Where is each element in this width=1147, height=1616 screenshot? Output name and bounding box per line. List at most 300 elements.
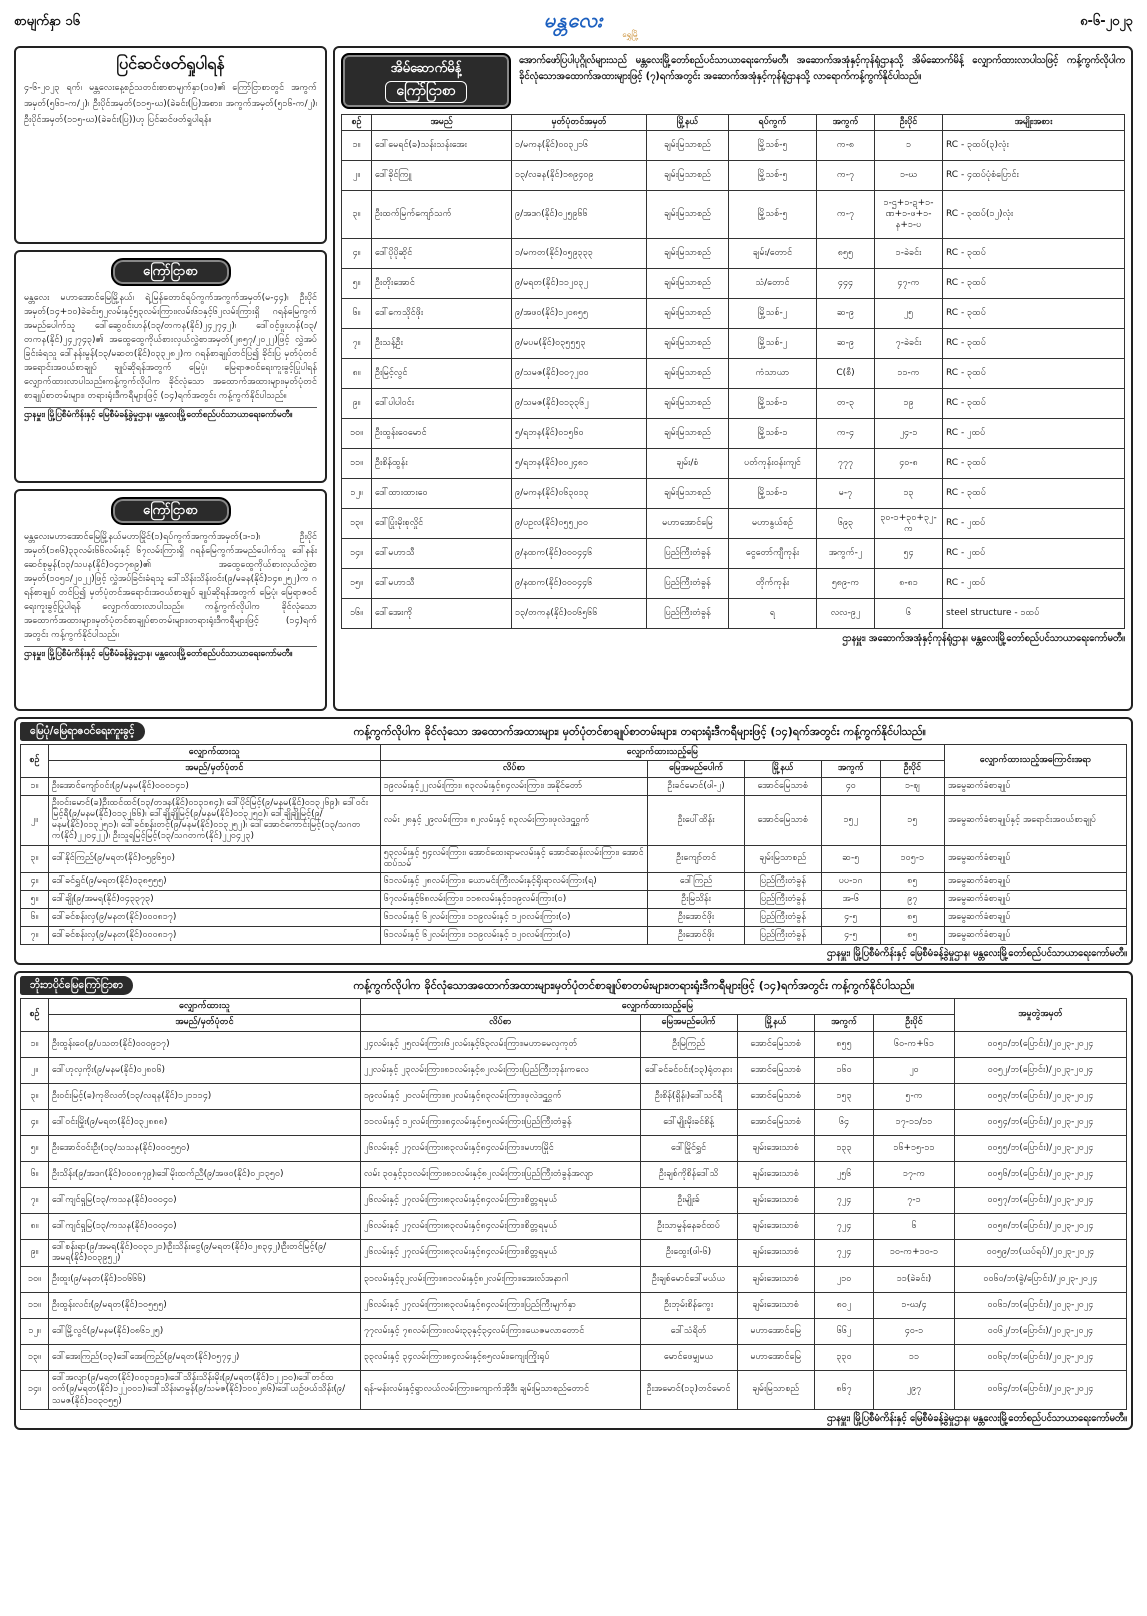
table-cell: RC - ၂ထပ် [943, 539, 1125, 569]
ancestral-land-footer: ဌာနမှူး၊ မြို့ပြစီမံကိန်းနှင့် မြေစီမံခန့်ခွဲမှုဌာန၊ မန္တလေးမြို့တော်စည်ပင်သာယာရေးကော်မတီ။ [826, 1412, 1127, 1424]
table-cell: ဦးထွန်းဝေ(၉/ပသတ(နိုင်)၀၀၀၉၁၇) [48, 1031, 360, 1057]
table-cell: ၂။ [342, 161, 372, 191]
column-header: အမည် [372, 115, 512, 131]
table-cell: ဦးမျိုးခ် [640, 1187, 737, 1213]
top-section [14, 46, 1133, 711]
table-cell: RC - ၂ထပ် [943, 419, 1125, 449]
table-cell: ၄။ [21, 1109, 49, 1135]
table-cell: ၁၀-က+၁၀-၁ [874, 1239, 955, 1267]
table-cell: အမွေဆက်ခံစာချုပ် [944, 873, 1126, 891]
table-cell: ၀၀၅၁/ဘ(ပြောင်း)/၂၀၂၃-၂၀၂၄ [954, 1031, 1126, 1057]
table-row [342, 131, 1125, 161]
map-permit-table [20, 744, 1127, 945]
table-cell: ၇။ [342, 329, 372, 359]
column-header: အမှုတွဲအမှတ် [954, 999, 1126, 1032]
table-row [21, 1187, 1127, 1213]
table-cell: က-၄ [817, 419, 875, 449]
table-cell: ချမ်းမြသာစည် [647, 359, 729, 389]
ancestral-land-rows [21, 1031, 1127, 1409]
notice-1-body: မန္တလေး မဟာအောင်မြေမြို့နယ်၊ ရဲ့မြန်တောင်ရပ်ကွက်အကွက်အမှတ်(မ-၄၄)၊ ဦးပိုင်အမှတ်(၁၄+၁၀)ခဲခင်း၅၂လမ်းနှင့်၅၃လမ်းကြား၊လမ်း၆၁နှင့်၆၂လမ်းကြားရှိ ဂရန်မြေကွက်အမည်ပေါက်သူ ဒေါ်ဆွေဝင်းဟန်(၁၃/တကန(နိုင်)၂၄၂၇၄၂)၊ ဒေါ်ဝင့်ဖူးဟန်(၁၃/တကန(နိုင်)၂၄၂၇၄၃)၏ အထွေထွေကိုယ်စားလှယ်လွှဲစာအမှတ်(၂၈၅၇/၂၀၂၂)ဖြင့် လွှဲအပ်ခြင်းခံရသူ ဒေါ်နန်းမွန်(၁၃/မဆတ(နိုင်)၀၃၃၂၈၂)က ဂရန်စာချုပ်တင်ပြ၍ ခိုင်းပြ မှတ်ပုံတင်အရောင်းအဝယ်စာချုပ် ချုပ်ဆိုရန်အတွက် မြေပုံ၊ မြေရာဇဝင်ရေးကူးခွင့်ပြုပါရန် လျှောက်ထားလာပါသည်။ကန့်ကွက်လိုပါက ခိုင်လုံသော အထောက်အထားများ၊မှတ်ပုံတင်စာချုပ်စာတမ်းများ၊ တရားရုံးဒီကရီများဖြင့် (၁၄)ရက်အတွင်း ကန့်ကွက်နိုင်ပါသည်။ [24, 293, 317, 401]
table-row [21, 1345, 1127, 1371]
table-cell: ဦးအောင်ဝင်းဦး(၁၃/သသန(နိုင်)၀၀၀၅၅၀) [48, 1135, 360, 1161]
table-cell: ချမ်းအေးသာစံ [737, 1267, 814, 1293]
building-permit-box [333, 46, 1133, 711]
table-cell: ၉/သမဇ(နိုင်)၀၁၃၃၆၂ [512, 389, 647, 419]
table-cell: အောင်မြေသာစံ [737, 1109, 814, 1135]
table-cell: ၂၆လမ်းနှင့် ၂၇လမ်းကြား၊၈၃လမ်းနှင့်၈၄လမ်းကြား၊စိတ္တရမုယ် [360, 1213, 640, 1239]
table-cell: တ-၃ [817, 389, 875, 419]
table-cell: ဒေါ်ကျင်ရှုမြ(၁၃/ကသန(နိုင်)၀၀၀၄၀) [48, 1213, 360, 1239]
column-header: အမည်/မှတ်ပုံတင် [48, 761, 380, 777]
column-header: မြေအမည်ပေါက် [640, 1015, 737, 1031]
table-cell: ၄၄၄ [817, 269, 875, 299]
table-cell: ၈၅ [880, 927, 944, 945]
table-cell: RC - ၂ထပ် [943, 569, 1125, 599]
table-cell: RC - ၃ထပ် [943, 359, 1125, 389]
ancestral-land-group-row [21, 999, 1127, 1015]
table-cell: ၆၁လမ်းနှင့် ၆၂လမ်းကြား၊ ၁၁၉လမ်းနှင့် ၁၂၀လမ်းကြား(ဝ) [380, 927, 648, 945]
table-cell: ၁၁ [874, 1345, 955, 1371]
table-cell: ချမ်းအေးသာစံ [737, 1135, 814, 1161]
table-cell: လလ-၉၂ [817, 599, 875, 629]
table-cell: ချမ်းမြသာစည် [737, 1371, 814, 1410]
table-cell: မဟာနွယ်စဉ် [729, 509, 817, 539]
table-row [21, 1267, 1127, 1293]
table-cell: မဟာအောင်မြေ [737, 1345, 814, 1371]
table-cell: ဦးချစ်မောင်ဒေါ်မယ်ယ [640, 1267, 737, 1293]
table-cell: ၈၅၅ [817, 239, 875, 269]
page-number: စာမျက်နှာ ၁၆ [14, 14, 81, 29]
table-cell: C(စီ) [817, 359, 875, 389]
table-cell: ၁၁။ [342, 449, 372, 479]
table-cell: ဒေါ်ခင်ခင်ဝင်း(၁၃)ရုံတနား [640, 1057, 737, 1083]
table-row [21, 1135, 1127, 1161]
table-cell: ချမ်းအေးသာစံ [737, 1187, 814, 1213]
table-row [342, 449, 1125, 479]
table-cell: ၆၀-က+၆၁ [874, 1031, 955, 1057]
table-cell: မဟာအောင်မြေ [647, 509, 729, 539]
table-cell: ၃၁လမ်းနှင့်၃၂လမ်းကြား၊၈၁လမ်းနှင့်၈၂လမ်းကြား၊အေးလ်အနာဂါ [360, 1267, 640, 1293]
table-cell: ၉/အဒဂ(နိုင်)၀၂၅၉၆၆ [512, 191, 647, 239]
table-cell: ဒေါ်ခိုင်ကြူ [372, 161, 512, 191]
table-cell: အောင်မြေသာစံ [744, 795, 821, 845]
table-cell: ၃။ [342, 191, 372, 239]
table-cell: ၅၄ [875, 539, 943, 569]
table-cell: မ-၇ [817, 479, 875, 509]
table-cell: ၇၂၄ [814, 1213, 873, 1239]
table-cell: ပပ-၁ဂ [821, 873, 880, 891]
table-row [21, 845, 1127, 873]
table-cell: ပြည်ကြီးတံခွန် [744, 909, 821, 927]
table-cell: ဦးသာမွန်နေခင်ထပ် [640, 1213, 737, 1239]
table-cell: ၃၃၀ [814, 1345, 873, 1371]
table-cell: ဦးမြသိန်း [648, 891, 744, 909]
table-cell: သံ/တောင် [729, 269, 817, 299]
table-cell: ၁၅၃ [814, 1083, 873, 1109]
table-cell: ၀၀၆၂/ဘ(ပြောင်း)/၂၀၂၃-၂၀၂၄ [954, 1319, 1126, 1345]
table-cell: အောင်မြေသာစံ [737, 1083, 814, 1109]
building-permit-header [341, 53, 1125, 109]
table-cell: RC - ၃ထပ် [943, 449, 1125, 479]
table-row [21, 1031, 1127, 1057]
table-cell: ၁၃/တကန(နိုင်)၀၀၆၅၆၆ [512, 599, 647, 629]
table-cell: ၃၃လမ်းနှင့် ၃၄လမ်းကြား၊၈၄လမ်းနှင့်၈၅လမ်း၊ကျေးကြိုးရုပ် [360, 1345, 640, 1371]
table-cell: ၂၆လမ်းနှင့် ၂၇လမ်းကြား၊၈၃လမ်းနှင့်၈၄လမ်းကြား၊မဟာမြိုင် [360, 1135, 640, 1161]
table-cell: ဦးမြင့်လွင် [372, 359, 512, 389]
table-cell: ၆။ [342, 299, 372, 329]
table-cell: လမ်း ၃၀နှင့်၃၁လမ်းကြား၊၈၁လမ်းနှင့်၈၂လမ်းကြား၊ပြည်ကြီးတံခွန်အလျာ [360, 1161, 640, 1187]
table-cell: တိုက်ကုန်း [729, 569, 817, 599]
column-group-header: လျှောက်ထားသည့်မြေ [360, 999, 954, 1015]
map-permit-group-row [21, 745, 1127, 761]
table-cell: ၂၉၇ [874, 1371, 955, 1410]
table-cell: က-၇ [817, 191, 875, 239]
table-row [21, 795, 1127, 845]
table-cell: ၉။ [342, 389, 372, 419]
table-cell: အမွေဆက်ခံစာချုပ် [944, 891, 1126, 909]
table-cell: ၉/မကန(နိုင်)၀၆၃၀၁၃ [512, 479, 647, 509]
table-cell: ဒေါ်ဟုလှကိုး(၉/မနမ(နိုင်)၀၂၈၀၆) [48, 1057, 360, 1083]
notice-2-body: မန္တလေးမဟာအောင်မြေမြို့နယ်မဟာမြိုင်(၁)ရပ်ကွက်အကွက်အမှတ်(ဒ-၁)၊ ဦးပိုင်အမှတ်(၁၈၆)၃၃လမ်း၆၆လမ်းနှင့် ၆၇လမ်းကြားရှိ ဂရန်မြေကွက်အမည်ပေါက်သူ ဒေါ်နန်းဆေင်စုမွန်(၁၃/သပန(နိုင်)၀၄၁၇၈၉)၏ အထွေထွေကိုယ်စားလှယ်လွှဲစာအမှတ်(၁၀၅၁/၂၀၂၂)ဖြင့် လွှဲအပ်ခြင်းခံရသူ ဒေါ်သိန်းသိန်းဝင်း(၉/မခန(နိုင်)၁၄၈၂၅၂)က ဂရန်စာချုပ် တင်ပြ၍ မှတ်ပုံတင်အရောင်းအဝယ်စာချုပ် ချုပ်ဆိုရန်အတွက် မြေပုံ၊ မြေရာဇဝင်ရေးကူးခွင့်ပြုပါရန် လျှောက်ထားလာပါသည်။ ကန့်ကွက်လိုပါက ခိုင်လုံသော အထောက်အထားများ၊မှတ်ပုံတင်စာချုပ်စာတမ်းများ၊တရားရုံးဒီကရီများဖြင့် (၁၄)ရက်အတွင်း ကန့်ကွက်နိုင်ပါသည်။ [24, 532, 317, 640]
correction-box [14, 46, 327, 244]
table-row [342, 329, 1125, 359]
table-cell: ၁-ဃ/၄ [874, 1293, 955, 1319]
notice-2-footer: ဌာနမှူး၊ မြို့ပြစီမံကိန်းနှင့် မြေစီမံခန့်ခွဲမှုဌာန၊ မန္တလေးမြို့တော်စည်ပင်သာယာရေးကော်မတီ။ [24, 646, 317, 660]
table-cell: ဒေါ်စန်းရာ(၉/အမရ(နိုင်)၀၀၃၁၂၁)၊ဦးသိန်းငွေ(၉/မရတ(နိုင်)၀၂၈၃၄၂)၊ဦးတင်မြင့်(၉/အမရ(နိုင်)၀၀၃၉၅၂) [48, 1239, 360, 1267]
table-cell: ၇၇လမ်းနှင့် ၇၈လမ်းကြား၊လမ်း၃၃နှင့်၃၄လမ်းကြား၊ယေဇမလာတောင် [360, 1319, 640, 1345]
column-header: လိပ်စာ [380, 761, 648, 777]
notice-1-title: ကြော်ငြာစာ [111, 258, 231, 286]
table-cell: ပတ်ကုန်းဝန်းကျင် [729, 449, 817, 479]
table-cell: ၂၆လမ်းနှင့် ၂၇လမ်းကြား၊၈၃လမ်းနှင့်၈၄လမ်းကြား၊ပြည်ကြီးမျက်နှာ [360, 1293, 640, 1319]
table-cell: ၈။ [21, 1213, 49, 1239]
table-cell: ၉/မပမ(နိုင်)၀၃၅၅၅၃ [512, 329, 647, 359]
table-cell: ဒေါ်အေးကြည်(၁၃)ဒေါ်အေးကြည်(၉/မရတ(နိုင်)၀၅၇၄၂) [48, 1345, 360, 1371]
table-cell: ၁၅။ [342, 569, 372, 599]
table-cell: ၁၇-က [874, 1161, 955, 1187]
table-cell: ၁၅ [880, 795, 944, 845]
table-cell: ဦးခင်မောင်(ဖါ-၂) [648, 777, 744, 795]
table-cell: ၁၀။ [21, 1267, 49, 1293]
table-cell: ၁၅၂ [821, 795, 880, 845]
notice-box-1 [14, 250, 327, 483]
table-cell: ၀၀၅၇/ဘ(ပြောင်း)/၂၀၂၃-၂၀၂၄ [954, 1187, 1126, 1213]
table-cell: ချမ်းမြသာစည် [647, 191, 729, 239]
table-cell: ၇-၁ [874, 1187, 955, 1213]
table-cell: ဒေါ်အေးကို [372, 599, 512, 629]
table-cell: ဆ-၉ [817, 329, 875, 359]
table-cell: ၆၉၃ [817, 509, 875, 539]
building-permit-footer: ဌာနမှူး၊ အဆောက်အအုံနှင့်ကုန်ရုံဌာန၊ မန္တလေးမြို့တော်စည်ပင်သာယာရေးကော်မတီ။ [842, 633, 1125, 645]
table-cell: ၁၂။ [21, 1319, 49, 1345]
newspaper-logo [509, 8, 639, 42]
table-cell: ဒေါ်မေရင်(ခ)သန်းသန်းအေး [372, 131, 512, 161]
column-header: လျှောက်ထားသည့်အကြောင်းအရာ [944, 745, 1126, 778]
table-cell: ဒေါ်ထားထားဝေ [372, 479, 512, 509]
table-cell: RC - ၃ထပ်(၁၂)လုံး [943, 191, 1125, 239]
column-header: အကွက် [821, 761, 880, 777]
table-cell: ချမ်း/စံ [647, 449, 729, 479]
table-cell: ၁-ဈ [880, 777, 944, 795]
table-cell: ချမ်းမြသာစည် [744, 845, 821, 873]
table-cell: ၅။ [21, 891, 49, 909]
table-cell: ဒေါ်ခင်ရွှင်(၉/မရတ(နိုင်)၀၃၈၅၅၅) [48, 873, 380, 891]
table-row [21, 891, 1127, 909]
table-cell: ဦးထွန်းဝေမောင် [372, 419, 512, 449]
table-cell: ၉၇ [880, 891, 944, 909]
table-cell: ၅/ရဘန(နိုင်)၀၁၅၆၀ [512, 419, 647, 449]
table-cell: မြို့သစ်-၁ [729, 389, 817, 419]
table-cell: ၂၁၀ [814, 1267, 873, 1293]
table-cell: ၆။ [21, 909, 49, 927]
table-cell: ၈၀၂ [814, 1293, 873, 1319]
table-cell: အောင်မြေသာစံ [737, 1031, 814, 1057]
table-cell: မြို့သစ်-၂ [729, 299, 817, 329]
table-cell: ၂၆လမ်းနှင့် ၂၇လမ်းကြား၊၈၃လမ်းနှင့်၈၄လမ်းကြား၊စိတ္တရမုယ် [360, 1187, 640, 1213]
table-cell: ဒေါ်နိုင်ကြည်(၉/မရတ(နိုင်)၀၅၉၆၅၀) [48, 845, 380, 873]
table-cell: RC - ၃ထပ် [943, 299, 1125, 329]
table-cell: ၀၀၆၃/ဘ(ပြောင်း)/၂၀၂၃-၂၀၂၄ [954, 1345, 1126, 1371]
column-header: ရပ်ကွက် [729, 115, 817, 131]
table-cell: ၂၀ [874, 1057, 955, 1083]
table-cell: ၁၀၅-၁ [880, 845, 944, 873]
table-cell: steel structure - ၁ထပ် [943, 599, 1125, 629]
table-cell: အောင်မြေသာစံ [737, 1057, 814, 1083]
table-cell: ၂၄-၁ [875, 419, 943, 449]
table-cell: ၀၀၆၄/ဘ(ပြောင်း)/၂၀၂၃-၂၀၂၄ [954, 1371, 1126, 1410]
column-header: မြို့နယ် [647, 115, 729, 131]
table-cell: ဒေါ်ခင်စန်းလှ(၉/မနတ(နိုင်)၀၀၀၈၁၇) [48, 927, 380, 945]
table-cell: ၁၉လမ်းနှင့်၂၂လမ်းကြား၊ ၈၃လမ်းနှင့်၈၄လမ်းကြား၊ အနိုင်တော် [380, 777, 648, 795]
table-cell: ၅။ [342, 269, 372, 299]
building-permit-title [341, 53, 511, 109]
table-cell: ၄။ [21, 873, 49, 891]
map-permit-section [14, 717, 1133, 965]
table-cell: RC - ၃ထပ် [943, 239, 1125, 269]
table-cell: RC - ၃ထပ် [943, 329, 1125, 359]
table-cell: ၀၀၅၂/ဘ(ပြောင်း)/၂၀၂၃-၂၀၂၄ [954, 1057, 1126, 1083]
table-cell: ကံသာယာ [729, 359, 817, 389]
table-cell: ၁၁။ [21, 1293, 49, 1319]
table-row [342, 161, 1125, 191]
correction-title: ပြင်ဆင်ဖတ်ရှုပါရန် [116, 54, 225, 73]
map-permit-note: ကန့်ကွက်လိုပါက ခိုင်လုံသော အထောက်အထားများ၊ မှတ်ပုံတင်စာချုပ်စာတမ်းများ၊ တရားရုံးဒီကရီများဖြင့် (၁၄)ရက်အတွင်း ကန့်ကွက်နိုင်ပါသည်။ [353, 724, 926, 738]
table-cell: ဒေါ်ပါပါဝင်း [372, 389, 512, 419]
table-cell: ၉/သမဇ(နိုင်)၀၀၇၂၀၀ [512, 359, 647, 389]
table-cell: မြို့သစ်-၁ [729, 419, 817, 449]
table-cell: လမ်း ၂၈နှင့် ၂၉လမ်းကြား၊ ၈၂လမ်းနှင့် ၈၃လမ်းကြား၊ဖုလဲဒဌ္ဌဝက် [380, 795, 648, 845]
table-cell: ၁၉လမ်းနှင့် ၂၀လမ်းကြား၊၈၂လမ်းနှင့်၈၃လမ်းကြား၊ဖုလဲဒဌ္ဌဝက် [360, 1083, 640, 1109]
table-cell: ၁၃ [875, 479, 943, 509]
table-cell: ၆ [874, 1213, 955, 1239]
table-cell: ဒေါ်မြိုင်ရွှင် [640, 1135, 737, 1161]
column-header: အကွက် [814, 1015, 873, 1031]
table-cell: ဦးပေါ်ထိန်း [648, 795, 744, 845]
issue-date: ၈-၆-၂၀၂၃ [1080, 14, 1133, 29]
table-cell: RC - ၃ထပ်(၃)လုံး [943, 131, 1125, 161]
map-permit-footer: ဌာနမှူး၊ မြို့ပြစီမံကိန်းနှင့် မြေစီမံခန့်ခွဲမှုဌာန၊ မန္တလေးမြို့တော်စည်ပင်သာယာရေးကော်မတီ။ [826, 948, 1127, 960]
table-row [342, 299, 1125, 329]
table-cell: ဦးထူး(၉/မနတ(နိုင်)၁၀၆၆၆) [48, 1267, 360, 1293]
table-cell: ၁၄။ [21, 1371, 49, 1410]
table-row [342, 539, 1125, 569]
correction-body: ၄-၆-၂၀၂၃ ရက်၊ မန္တလေးနေ့စဉ်သတင်းစာစာမျက်နှာ(၁၀)၏ ကြော်ငြာစာတွင် အကွက်အမှတ်(၅၆၁-က/၂)၊ ဦးပိုင်အမှတ်(၁၁၅-ဃ)(ခဲခင်း(ပြ)အစား၊ အကွက်အမှတ်(၅၁၆-က/၂)၊ ဦးပိုင်အမှတ်(၁၁၅-ဃ)(ခဲခင်း(ပြ))ဟု ပြင်ဆင်ဖတ်ရှုပါရန်။ [24, 83, 317, 126]
table-row [342, 479, 1125, 509]
table-cell: ဒေါ်ကြည် [648, 873, 744, 891]
column-header: မြို့နယ် [737, 1015, 814, 1031]
table-cell: ဦးအောင်ဖိုး [648, 927, 744, 945]
table-cell: မြို့သစ်-၁ [729, 479, 817, 509]
table-cell: ပြည်ကြီးတံခွန် [647, 569, 729, 599]
table-cell: ၆၄ [814, 1109, 873, 1135]
table-cell: ၀၀၅၈/ဘ(ပြောင်း)/၂၀၂၃-၂၀၂၄ [954, 1213, 1126, 1239]
table-cell: ၁၃။ [342, 509, 372, 539]
notice-box-2 [14, 489, 327, 711]
table-row [21, 1239, 1127, 1267]
table-cell: ဒေါ်သံရိတ် [640, 1319, 737, 1345]
table-cell: ၁၆+၁၅-၁၁ [874, 1135, 955, 1161]
table-cell: ၁-ဃ [875, 161, 943, 191]
masthead [14, 6, 1133, 46]
table-cell: ၄။ [342, 239, 372, 269]
column-header: မြို့နယ် [744, 761, 821, 777]
table-cell: ၁။ [21, 777, 49, 795]
column-header: အမည်/မှတ်ပုံတင် [48, 1015, 360, 1031]
column-header: အမျိုးအစား [943, 115, 1125, 131]
table-cell: ၂၂လမ်းနှင့် ၂၃လမ်းကြား၊၈၁လမ်းနှင့်၈၂လမ်းကြား၊ပြည်ကြီးဘုန်းကလေ [360, 1057, 640, 1083]
table-cell: ၆ [875, 599, 943, 629]
table-cell: ၆၁လမ်းနှင့် ၆၂လမ်းကြား၊ ၁၁၉လမ်းနှင့် ၁၂၀လမ်းကြား(ဝ) [380, 909, 648, 927]
table-row [21, 1371, 1127, 1410]
table-cell: ချမ်းအေးသာစံ [737, 1293, 814, 1319]
table-cell: ချမ်းအေးသာစံ [737, 1239, 814, 1267]
map-permit-rows [21, 777, 1127, 945]
table-cell: ၇၂၄ [814, 1239, 873, 1267]
table-cell: ၀၀၅၅/ဘ(ပြောင်း)/၂၀၂၃-၂၀၂၄ [954, 1135, 1126, 1161]
table-cell: ၉/ပဥလ(နိုင်)၀၅၅၂၀၀ [512, 509, 647, 539]
table-cell: ရ [729, 599, 817, 629]
table-cell: ၅။ [21, 1135, 49, 1161]
table-cell: ၇။ [21, 1187, 49, 1213]
table-cell: ၆၁လမ်းနှင့် ၂၈လမ်းကြား၊ ယောမင်းကြီးလမ်းနှင့်ရိုးရာလမ်းကြား(ရ) [380, 873, 648, 891]
table-cell: ဦးစိန်ထွန်း [372, 449, 512, 479]
table-row [342, 191, 1125, 239]
table-cell: ၆၆၂ [814, 1319, 873, 1345]
table-cell: ဆ-၅ [821, 845, 880, 873]
table-cell: ၉/နထက(နိုင်)၀၀၀၄၄၆ [512, 539, 647, 569]
table-cell: ဦးဘုမ်းစိန်ကွေး [640, 1293, 737, 1319]
table-cell: အ-၆ [821, 891, 880, 909]
table-cell: ဦးမြကြည် [640, 1031, 737, 1057]
table-cell: ၉/မရတ(နိုင်)၁၁၂၀၃၂ [512, 269, 647, 299]
table-cell: ဒေါ်ပြုံးမိုးစုလှိုင် [372, 509, 512, 539]
table-cell: ချမ်းအေးသာစံ [737, 1161, 814, 1187]
ancestral-land-header [20, 976, 1127, 995]
table-cell: ၁-ခဲခင်း [875, 239, 943, 269]
table-cell: ၀၀၅၄/ဘ(ပြောင်း)/၂၀၂၃-၂၀၂၄ [954, 1109, 1126, 1135]
table-row [21, 927, 1127, 945]
table-row [21, 1293, 1127, 1319]
table-cell: ဒေါ်ချို(၉/အမရ(နိုင်)၀၄၃၃၇၃) [48, 891, 380, 909]
table-row [21, 1213, 1127, 1239]
table-cell: ဦးသန့်ဦး [372, 329, 512, 359]
table-cell: ၁/မကတ(နိုင်)၀၅၉၃၃၃ [512, 239, 647, 269]
table-cell: ၀၀၅၆/ဘ(ပြောင်း)/၂၀၂၃-၂၀၂၄ [954, 1161, 1126, 1187]
table-row [342, 569, 1125, 599]
table-row [21, 1319, 1127, 1345]
table-cell: ၈၅ [880, 909, 944, 927]
notice-1-footer: ဌာနမှူး၊ မြို့ပြစီမံကိန်းနှင့် မြေစီမံခန့်ခွဲမှုဌာန၊ မန္တလေးမြို့တော်စည်ပင်သာယာရေးကော်မတီ။ [24, 407, 317, 421]
table-row [342, 509, 1125, 539]
ancestral-land-section [14, 971, 1133, 1430]
table-cell: ချမ်း/တောင် [729, 239, 817, 269]
table-cell: အကွက်-၂ [817, 539, 875, 569]
table-cell: ၇။ [21, 927, 49, 945]
table-cell: ၈၅ [880, 873, 944, 891]
table-cell: ဆ-၉ [817, 299, 875, 329]
table-cell: ဒေါ်အလျာ(၉/မရတ(နိုင်)၀၀၃၁၉၁)၊ဒေါ်သိန်းသိန်းမိုး(၉/မရတ(နိုင်)၁၂၂၁၀)၊ဒေါ်တင်ထဝက်(၉/မရတ(နိုင်)၁၂၂၀၀၁)၊ဒေါ်သိန်းမာမွန်(၉/သမဇ(နိုင်)၁၀၀၂၈၆)၊ဒေါ်ယဉ်ဖယ်သိန်း(၉/သမဇ(နိုင်)၁၀၃၀၅၅) [48, 1371, 360, 1410]
column-group-header: လျှောက်ထားသူ [48, 999, 360, 1015]
table-cell: ချမ်းမြသာစည် [647, 131, 729, 161]
column-group-header: လျှောက်ထားသည့်မြေ [380, 745, 944, 761]
column-header: ဦးပိုင် [880, 761, 944, 777]
table-cell: ပြည်ကြီးတံခွန် [647, 539, 729, 569]
table-cell: ဦးထက်မြက်ကျော်သက် [372, 191, 512, 239]
column-header: မြေအမည်ပေါက် [648, 761, 744, 777]
table-cell: RC - ၃ထပ် [943, 479, 1125, 509]
table-cell: ဒေါ်ပိုပိုဆိုင် [372, 239, 512, 269]
table-cell: RC - ၂ထပ် [943, 509, 1125, 539]
table-cell: က-၈ [817, 131, 875, 161]
building-permit-table [341, 114, 1125, 629]
table-cell: ချမ်းမြသာစည် [647, 419, 729, 449]
table-cell: ၃၀-၁+၃၀+၃၂-က [875, 509, 943, 539]
table-cell: RC - ၃ထပ် [943, 269, 1125, 299]
table-cell: ၅၈၉-က [817, 569, 875, 599]
table-row [21, 1057, 1127, 1083]
table-cell: ဦးတိုးအောင် [372, 269, 512, 299]
table-cell: ဒေါ်ကျင်ရှုမြ(၁၃/ကသန(နိုင်)၀၀၀၄၀) [48, 1187, 360, 1213]
table-cell: ၇-ခဲခင်း [875, 329, 943, 359]
table-cell: ၇၂၄ [814, 1187, 873, 1213]
table-row [342, 359, 1125, 389]
table-cell: ချမ်းမြသာစည် [647, 479, 729, 509]
table-cell: ၈။ [342, 359, 372, 389]
table-cell: ဒေါ်မြို့လွင်(၉/မနမ(နိုင်)၀၈၆၁၂၅) [48, 1319, 360, 1345]
table-cell: ၃။ [21, 845, 49, 873]
table-cell: ၂။ [21, 795, 49, 845]
table-cell: အောင်မြေသာစံ [744, 777, 821, 795]
table-cell: ရန်-မန်းလမ်းနှင့်ရွာလယ်လမ်းကြား၊ကျောက်အိုဒီး ချမ်းမြသာစည်တောင် [360, 1371, 640, 1410]
table-cell: ၅၃လမ်းနှင့် ၅၄လမ်းကြား၊ အောင်ထေးရာမလမ်းနှင့် အောင်ဆန်းလမ်းကြား၊ အောင်ထပ်သမ် [380, 845, 648, 873]
table-cell: ၄၀ [821, 777, 880, 795]
table-cell: ၉။ [21, 1239, 49, 1267]
table-cell: မောင်ဖေမျှမယ [640, 1345, 737, 1371]
building-permit-title-line2: ကြော်ငြာစာ [385, 81, 466, 103]
table-cell: အမွေဆက်ခံစာချုပ် [944, 909, 1126, 927]
table-cell: ဦးကျော်တင် [648, 845, 744, 873]
table-cell: ၁၆။ [342, 599, 372, 629]
table-cell: ၁/မကန(နိုင်)၀၀၃၂၁၆ [512, 131, 647, 161]
table-cell: မြို့သစ်-၅ [729, 131, 817, 161]
left-column [14, 46, 327, 711]
ancestral-land-table [20, 998, 1127, 1410]
column-header: စဉ် [342, 115, 372, 131]
table-cell: မြို့သစ်-၅ [729, 191, 817, 239]
table-cell: ၁၂။ [342, 479, 372, 509]
table-cell: ဒေါ်မျိုးမိုးခင်စိန့် [640, 1109, 737, 1135]
table-row [21, 909, 1127, 927]
